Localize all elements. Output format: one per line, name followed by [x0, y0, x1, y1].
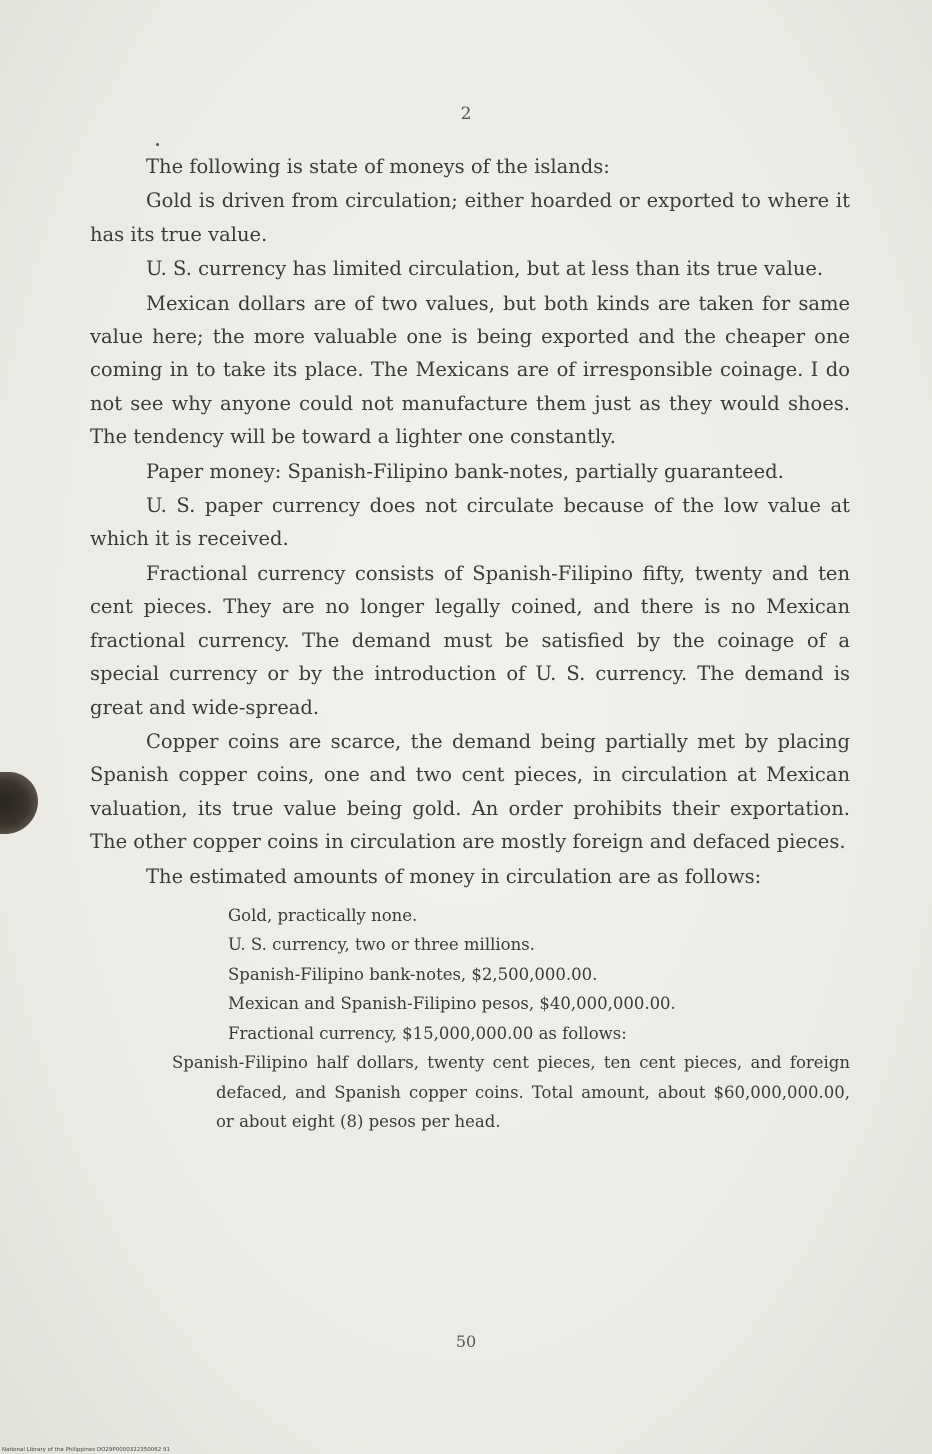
paragraph-us-paper-currency: U. S. paper currency does not circulate because of the low value at which it is received. [90, 494, 850, 551]
amounts-list [172, 901, 850, 1137]
paragraph-intro: The following is state of moneys of the islands: [146, 155, 610, 178]
paragraph-mexican-dollars: Mexican dollars are of two values, but both kinds are taken for same value here; the more valuable one is being exported and the cheaper one coming in to take its place. The Mexicans are of irresponsible coinage. I do not see why anyone could not manufacture them just as they would shoes. The tendency will be toward a lighter one constantly. [90, 291, 850, 449]
paragraph-fractional-currency: Fractional currency consists of Spanish-Filipino fifty, twenty and ten cent pieces. They are no longer legally coined, and there is no Mexican fractional currency. The demand must be satisfied by the coinage of a special currency or by the introduction of U. S. currency. The demand is great and wide-spread. [90, 561, 850, 719]
amount-item: U. S. currency, two or three millions. [228, 935, 535, 955]
body-text [90, 150, 850, 1137]
page-number-top: 2 [460, 104, 472, 124]
paragraph-gold: Gold is driven from circulation; either hoarded or exported to where it has its true value. [90, 189, 850, 246]
amount-item: Spanish-Filipino bank-notes, $2,500,000.00. [228, 964, 598, 984]
stray-ink-mark [156, 143, 159, 146]
paragraph-us-currency: U. S. currency has limited circulation, but at less than its true value. [146, 257, 824, 281]
amount-item: Mexican and Spanish-Filipino pesos, $40,000,000.00. [228, 994, 676, 1014]
amount-item: Spanish-Filipino half dollars, twenty cent pieces, ten cent pieces, and foreign defaced, and Spanish copper coins. Total amount, about $60,000,000.00, or about eight (8) pesos per head. [172, 1053, 850, 1132]
footer-credit: National Library of the Philippines DO29P0000322350062 91 [2, 1447, 170, 1453]
paragraph-copper-coins: Copper coins are scarce, the demand being partially met by placing Spanish copper coins, one and two cent pieces, in circulation at Mexican valuation, its true value being gold. An order prohibits their exportation. The other copper coins in circulation are mostly foreign and defaced pieces. [90, 729, 850, 854]
amount-item: Gold, practically none. [228, 905, 418, 925]
amount-item: Fractional currency, $15,000,000.00 as follows: [228, 1023, 627, 1043]
scanner-thumb-shadow [0, 772, 38, 834]
paragraph-estimated-amounts: The estimated amounts of money in circulation are as follows: [146, 864, 762, 888]
paragraph-paper-money: Paper money: Spanish-Filipino bank-notes, partially guaranteed. [146, 459, 784, 483]
page-number-bottom: 50 [455, 1332, 477, 1351]
